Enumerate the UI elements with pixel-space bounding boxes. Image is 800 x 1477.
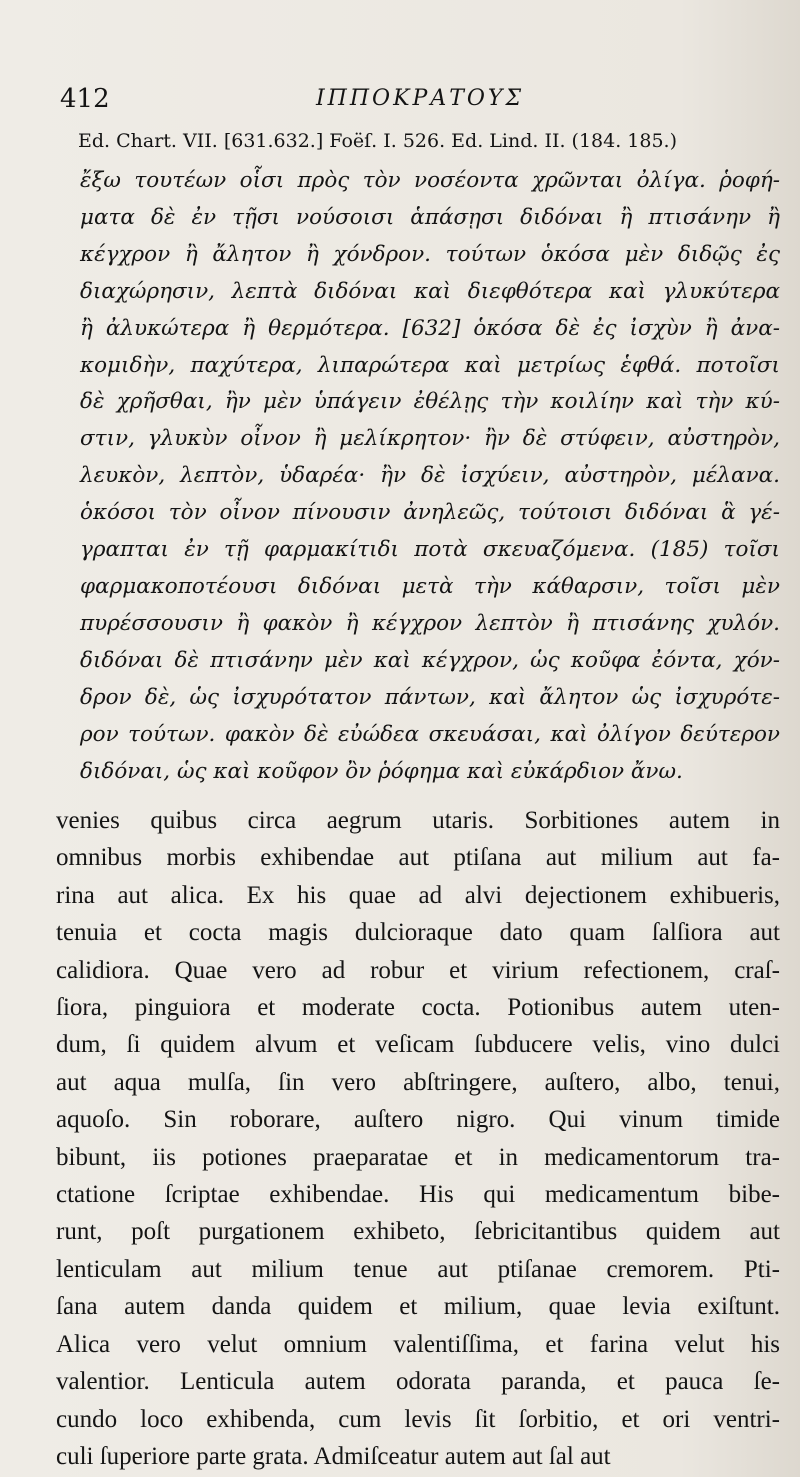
latin-text-line: Alica vero velut omnium valentiſſima, et farina velut his	[56, 1330, 780, 1358]
latin-text-line: bibunt, iis potiones praeparatae et in medicamentorum tra-	[56, 1143, 780, 1171]
latin-text-line: omnibus morbis exhibendae aut ptiſana aut milium aut fa-	[56, 844, 780, 872]
latin-text-line: ctatione ſcriptae exhibendae. His qui medicamentum bibe-	[56, 1181, 780, 1209]
latin-text-line: ſana autem danda quidem et milium, quae levia exiſtunt.	[56, 1293, 780, 1321]
greek-text-line: δρον δὲ, ὡς ἰσχυρότατον πάντων, καὶ ἄλητον ὡς ἰσχυρότε-	[80, 684, 780, 710]
latin-text-line: rina aut alica. Ex his quae ad alvi dejectionem exhibueris,	[56, 881, 780, 909]
greek-text-line: ὁκόσοι τὸν οἶνον πίνουσιν ἀνηλεῶς, τούτοισι διδόναι ἃ γέ-	[80, 500, 780, 526]
greek-text-block	[80, 163, 780, 790]
latin-text-line: ſiora, pinguiora et moderate cocta. Potionibus autem uten-	[56, 994, 780, 1022]
greek-text-line: ἔξω τουτέων οἷσι πρὸς τὸν νοσέοντα χρῶνται ὀλίγα. ῥοφή-	[80, 168, 780, 193]
greek-text-line: διαχώρησιν, λεπτὰ διδόναι καὶ διεφθότερα καὶ γλυκύτερα	[80, 278, 780, 304]
greek-text-line: ἢ ἀλυκώτερα ἢ θερμότερα. [632] ὁκόσα δὲ ἐς ἰσχὺν ἢ ἀνα-	[80, 315, 780, 341]
greek-text-line: διδόναι δὲ πτισάνην μὲν καὶ κέγχρον, ὡς κοῦφα ἐόντα, χόν-	[80, 647, 780, 673]
latin-text-line: valentior. Lenticula autem odorata paranda, et pauca ſe-	[56, 1368, 780, 1396]
edition-references: Ed. Chart. VII. [631.632.] Foëſ. I. 526. Ed. Lind. II. (184. 185.)	[78, 130, 678, 152]
latin-text-line: aut aqua mulſa, ſin vero abſtringere, auſtero, albo, tenui,	[56, 1068, 780, 1096]
latin-text-line: tenuia et cocta magis dulcioraque dato quam ſalſiora aut	[56, 919, 780, 947]
page-number: 412	[60, 84, 110, 114]
greek-text-line: δὲ χρῆσθαι, ἢν μὲν ὑπάγειν ἐθέλῃς τὴν κοιλίην καὶ τὴν κύ-	[80, 389, 780, 415]
greek-text-line: λευκὸν, λεπτὸν, ὑδαρέα· ἢν δὲ ἰσχύειν, αὐστηρὸν, μέλανα.	[80, 463, 780, 489]
latin-text-line: aquoſo. Sin roborare, auſtero nigro. Qui vinum timide	[56, 1106, 780, 1134]
latin-text-line: lenticulam aut milium tenue aut ptiſanae cremorem. Pti-	[56, 1255, 780, 1283]
latin-text-line: runt, poſt purgationem exhibeto, ſebricitantibus quidem aut	[56, 1218, 780, 1246]
latin-text-line: venies quibus circa aegrum utaris. Sorbitiones autem in	[56, 807, 780, 834]
greek-text-line: στιν, γλυκὺν οἶνον ἢ μελίκρητον· ἢν δὲ στύφειν, αὐστηρὸν,	[80, 426, 780, 452]
greek-text-line: πυρέσσουσιν ἢ φακὸν ἢ κέγχρον λεπτὸν ἢ πτισάνης χυλόν.	[80, 610, 780, 636]
greek-text-line: κομιδὴν, παχύτερα, λιπαρώτερα καὶ μετρίως ἑφθά. ποτοῖσι	[80, 352, 780, 378]
greek-text-line: ματα δὲ ἐν τῇσι νούσοισι ἁπάσῃσι διδόναι ἢ πτισάνην ἢ	[80, 204, 780, 230]
greek-text-line: γραπται ἐν τῇ φαρμακίτιδι ποτὰ σκευαζόμενα. (185) τοῖσι	[80, 537, 780, 563]
page-header	[60, 84, 780, 118]
greek-text-line: κέγχρον ἢ ἄλητον ἢ χόνδρον. τούτων ὁκόσα μὲν διδῷς ἐς	[80, 241, 780, 267]
running-head: ΙΠΠΟΚΡΑΤΟΥΣ	[315, 86, 524, 111]
latin-text-line: culi ſuperiore parte grata. Admiſceatur autem aut ſal aut	[56, 1442, 611, 1470]
latin-text-line: cundo loco exhibenda, cum levis ſit ſorbitio, et ori ventri-	[56, 1405, 780, 1433]
latin-text-block	[56, 802, 780, 1475]
greek-text-line: διδόναι, ὡς καὶ κοῦφον ὂν ῥόφημα καὶ εὐκάρδιον ἄνω.	[80, 758, 683, 784]
latin-text-line: calidiora. Quae vero ad robur et virium refectionem, craſ-	[56, 956, 780, 984]
greek-text-line: ρον τούτων. φακὸν δὲ εὐώδεα σκευάσαι, καὶ ὀλίγον δεύτερον	[80, 721, 780, 747]
latin-text-line: dum, ſi quidem alvum et veſicam ſubducere velis, vino dulci	[56, 1031, 780, 1059]
greek-text-line: φαρμακοποτέουσι διδόναι μετὰ τὴν κάθαρσιν, τοῖσι μὲν	[80, 573, 780, 599]
